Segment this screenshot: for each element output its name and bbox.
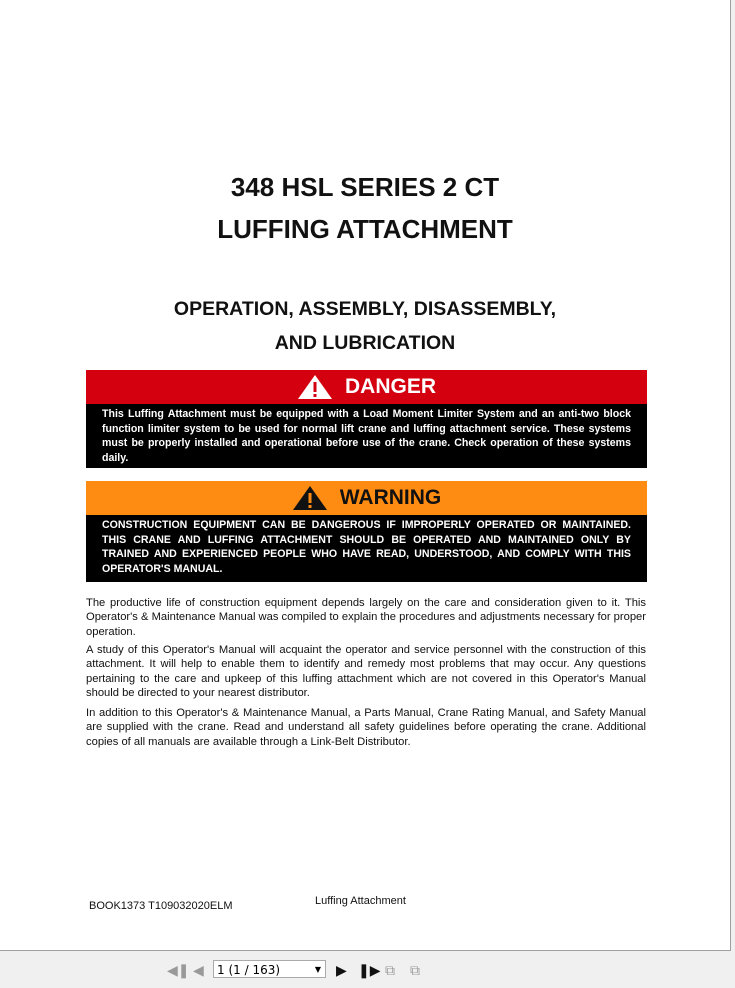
document-title-line2: LUFFING ATTACHMENT bbox=[217, 214, 513, 244]
document-title: 348 HSL SERIES 2 CT bbox=[230, 172, 500, 202]
document-subtitle-line2: AND LUBRICATION bbox=[274, 332, 456, 354]
danger-header bbox=[86, 370, 647, 404]
warning-header bbox=[86, 481, 647, 515]
previous-page-icon[interactable]: ◀ bbox=[193, 962, 204, 978]
page-selector-value: 1 (1 / 163) bbox=[217, 963, 281, 977]
two-page-view-icon[interactable]: ⧉ bbox=[410, 962, 420, 978]
body-paragraph: The productive life of construction equipment depends largely on the care and consideration given to it. This Operator's & Maintenance Manual was compiled to explain the procedures and adjustments necessary for proper operation. bbox=[86, 597, 646, 638]
first-page-icon[interactable]: ◀❚ bbox=[167, 962, 190, 978]
next-page-icon[interactable]: ▶ bbox=[336, 962, 347, 978]
warning-text: CONSTRUCTION EQUIPMENT CAN BE DANGEROUS IF IMPROPERLY OPERATED OR MAINTAINED. THIS CRANE AND LUFFING ATTACHMENT SHOULD BE OPERATED AND MAINTAINED ONLY BY TRAINED AND EXPERIENCED PEOPLE WHO HAVE READ, UNDERSTOOD, AND COMPLY WITH THIS OPERATOR'S MANUAL. bbox=[102, 519, 631, 575]
body-paragraph: A study of this Operator's Manual will acquaint the operator and service personnel with the construction of this attachment. It will help to enable them to identify and remedy most problems that may occur. Any questions pertaining to the care and upkeep of this luffing attachment which are not covered in this Operator's Manual should be directed to your nearest distributor. bbox=[86, 644, 646, 700]
pdf-toolbar bbox=[0, 952, 735, 988]
document-subtitle: OPERATION, ASSEMBLY, DISASSEMBLY, bbox=[173, 298, 557, 320]
footer-title: Luffing Attachment bbox=[315, 895, 406, 907]
page-selector[interactable] bbox=[213, 960, 326, 978]
danger-label: DANGER bbox=[344, 375, 436, 398]
body-paragraph: In addition to this Operator's & Maintenance Manual, a Parts Manual, Crane Rating Manual, and Safety Manual are supplied with the crane. Read and understand all safety guidelines before operating the crane. Additional copies of all manuals are available through a Link-Belt Distributor. bbox=[86, 707, 646, 748]
warning-triangle-icon bbox=[297, 374, 333, 400]
chevron-down-icon[interactable]: ▼ bbox=[314, 965, 321, 974]
danger-notice bbox=[86, 370, 647, 468]
danger-text: This Luffing Attachment must be equipped with a Load Moment Limiter System and an anti-two block function limiter system to be used for normal lift crane and luffing attachment service. These systems must be properly installed and operational before use of the crane. Check operation of these systems daily. bbox=[102, 408, 631, 464]
warning-label: WARNING bbox=[339, 486, 442, 509]
footer-code: BOOK1373 T109032020ELM bbox=[89, 900, 233, 912]
single-page-view-icon[interactable]: ⧉ bbox=[385, 962, 395, 978]
warning-triangle-icon bbox=[292, 485, 328, 511]
warning-notice bbox=[86, 481, 647, 582]
last-page-icon[interactable]: ❚▶ bbox=[358, 962, 381, 978]
